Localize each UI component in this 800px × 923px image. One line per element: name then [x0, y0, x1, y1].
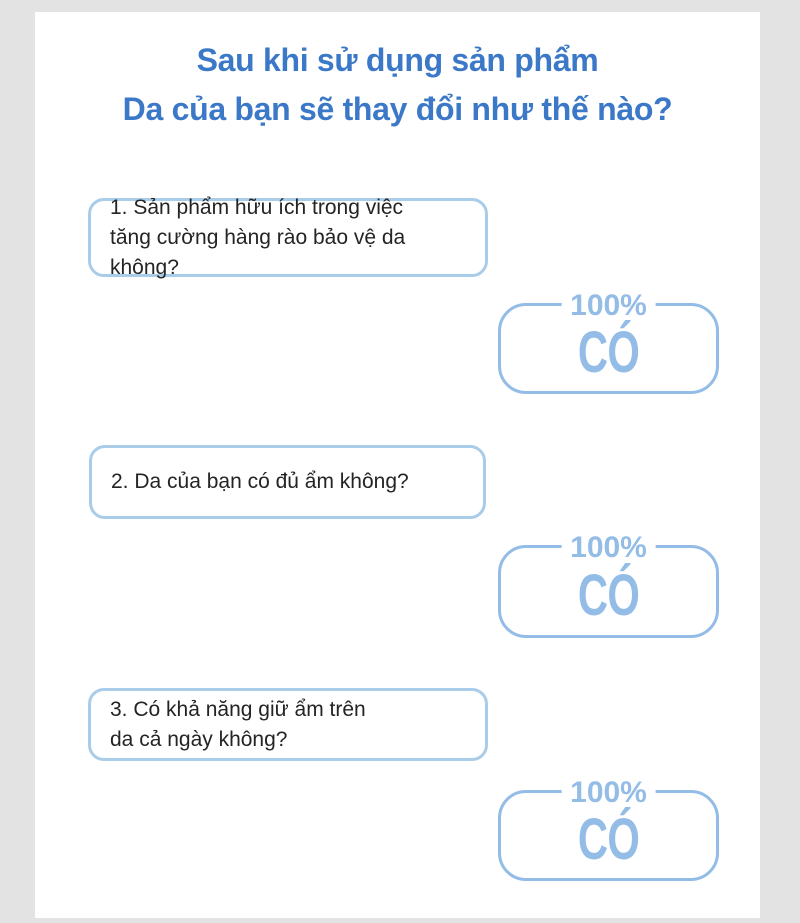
answer-percent-badge: 100% [561, 778, 656, 808]
answer-percent-badge: 100% [561, 533, 656, 563]
question-text-line: 1. Sản phẩm hữu ích trong việc [110, 195, 404, 219]
question-text-line: tăng cường hàng rào bảo vệ da không? [110, 225, 406, 279]
answer-box-2 [498, 531, 719, 638]
answer-box-1 [498, 289, 719, 394]
question-box-2 [89, 445, 486, 519]
page-title-line-1: Sau khi sử dụng sản phẩm [196, 42, 599, 78]
answer-box-3 [498, 776, 719, 881]
question-box-1 [88, 195, 488, 279]
question-text-line: 3. Có khả năng giữ ẩm trên [110, 697, 366, 721]
answer-label: CÓ [577, 806, 640, 872]
page-title [35, 36, 760, 134]
question-text-line: da cả ngày không? [110, 727, 288, 751]
page-title-line-2: Da của bạn sẽ thay đổi như thế nào? [122, 91, 673, 127]
question-box-3 [88, 688, 488, 761]
answer-label: CÓ [577, 562, 640, 628]
answer-label: CÓ [577, 319, 640, 385]
answer-percent-badge: 100% [561, 291, 656, 321]
question-text-line: 2. Da của bạn có đủ ẩm không? [111, 470, 409, 493]
